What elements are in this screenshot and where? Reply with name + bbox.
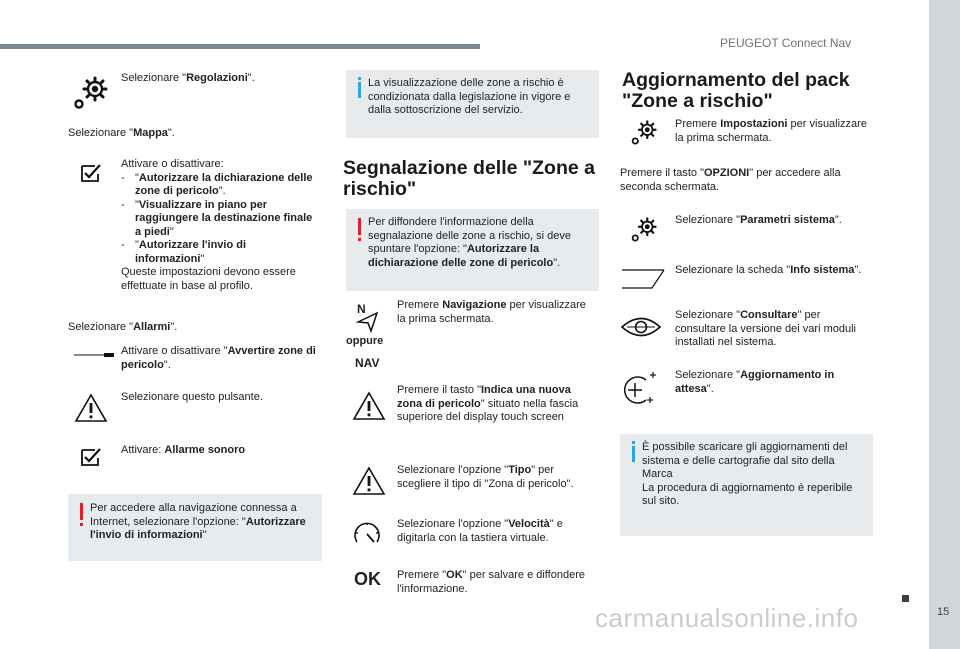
info-box-download <box>620 434 873 536</box>
step-press-settings: Premere Impostazioni per visualizzare la prima schermata. <box>675 118 867 144</box>
step-select-settings: Selezionare "Regolazioni". <box>121 72 255 84</box>
header-brand: PEUGEOT Connect Nav <box>720 36 852 50</box>
info-mark-dot <box>632 441 635 444</box>
checkbox-icon <box>80 447 102 467</box>
step-select-map: Selezionare "Mappa". <box>68 127 175 139</box>
settings-gears-icon <box>630 117 660 147</box>
ok-icon-label: OK <box>354 569 381 589</box>
section-title-risk-zones: Segnalazione delle "Zone a rischio" <box>343 157 595 200</box>
settings-gears-icon <box>630 214 660 244</box>
page-number: 15 <box>937 606 950 618</box>
info-tab-icon <box>621 268 665 290</box>
toggle-bar-icon <box>74 352 114 358</box>
continue-marker <box>902 595 909 602</box>
step-toggle-options <box>121 158 317 293</box>
warning-mark <box>358 218 361 235</box>
step-select-speed: Selezionare l'opzione "Velocità" e digitarla con la tastiera virtuale. <box>397 518 563 544</box>
settings-gears-icon <box>72 72 112 112</box>
step-new-danger-zone: Premere il tasto "Indica una nuova zona di pericolo" situato nella fascia superiore del display touch screen <box>397 384 579 423</box>
toggle-intro: Attivare o disattivare: <box>121 158 224 170</box>
step-select-alarms: Selezionare "Allarmi". <box>68 321 178 333</box>
info-mark-dot <box>358 77 361 80</box>
step-press-options: Premere il tasto "OPZIONI" per accedere alla seconda schermata. <box>620 167 841 193</box>
section-title-update-pack: Aggiornamento del pack "Zone a rischio" <box>622 69 850 112</box>
warning-triangle-icon <box>74 393 108 423</box>
info-mark <box>358 82 361 98</box>
checkbox-icon <box>80 163 102 183</box>
warning-mark-dot <box>358 238 361 241</box>
warning-triangle-icon <box>352 466 386 496</box>
warning-mark <box>80 503 83 520</box>
page-edge-tab <box>929 0 960 649</box>
step-pending-update: Selezionare "Aggiornamento in attesa". <box>675 369 835 395</box>
step-select-type: Selezionare l'opzione "Tipo" per scegliere il tipo di "Zona di pericolo". <box>397 464 574 490</box>
info-box-legislation <box>346 70 599 138</box>
info-text: La visualizzazione delle zone a rischio è condizionata dalla legislazione in vigore e dalla sottoscrizione del servizio. <box>368 77 571 116</box>
step-info-system-tab: Selezionare la scheda "Info sistema". <box>675 264 862 276</box>
watermark: carmanualsonline.info <box>595 603 859 633</box>
step-system-params: Selezionare "Parametri sistema". <box>675 214 842 226</box>
eye-icon <box>620 314 662 340</box>
warning-text: Per accedere alla navigazione connessa a Internet, selezionare l'opzione: "Autorizzare l'invio di informazioni" <box>90 502 306 541</box>
profile-note: Queste impostazioni devono essere effettuate in base al profilo. <box>121 266 296 292</box>
warning-text: Per diffondere l'informazione della segnalazione delle zone a rischio, si deve spuntare l'opzione: "Autorizzare la dichiarazione delle zone di pericolo". <box>368 216 572 269</box>
list-item: - "Autorizzare l'invio di informazioni" <box>121 239 317 266</box>
list-item: - "Autorizzare la dichiarazione delle zone di pericolo". <box>121 172 317 199</box>
step-press-navigation: Premere Navigazione per visualizzare la prima schermata. <box>397 299 586 325</box>
navigation-arrow-icon <box>356 310 380 334</box>
step-select-button: Selezionare questo pulsante. <box>121 391 263 403</box>
speedometer-icon <box>352 520 382 548</box>
warning-triangle-icon <box>352 391 386 421</box>
warning-box-broadcast <box>346 209 599 291</box>
step-press-ok: Premere "OK" per salvare e diffondere l'informazione. <box>397 569 585 595</box>
warning-box-connected-nav <box>68 494 322 561</box>
or-label: oppure <box>346 335 384 347</box>
list-item: - "Visualizzare in piano per raggiungere la destinazione finale a piedi" <box>121 199 317 240</box>
header-rule <box>0 44 480 49</box>
info-mark <box>632 446 635 462</box>
pending-update-icon <box>620 372 660 406</box>
toggle-option-list <box>121 172 317 267</box>
step-consult: Selezionare "Consultare" per consultare la versione dei vari moduli installati nel sistema. <box>675 309 856 348</box>
nav-n-label: N <box>357 302 366 316</box>
nav-label: NAV <box>355 356 380 370</box>
warning-mark-dot <box>80 523 83 526</box>
step-warn-zones: Attivare o disattivare "Avvertire zone di pericolo". <box>121 345 316 371</box>
step-activate-alarm: Attivare: Allarme sonoro <box>121 444 246 456</box>
info-text: È possibile scaricare gli aggiornamenti del sistema e delle cartografie dal sito della Marca La procedura di aggiornamento è reperibile sul sito. <box>642 441 853 507</box>
